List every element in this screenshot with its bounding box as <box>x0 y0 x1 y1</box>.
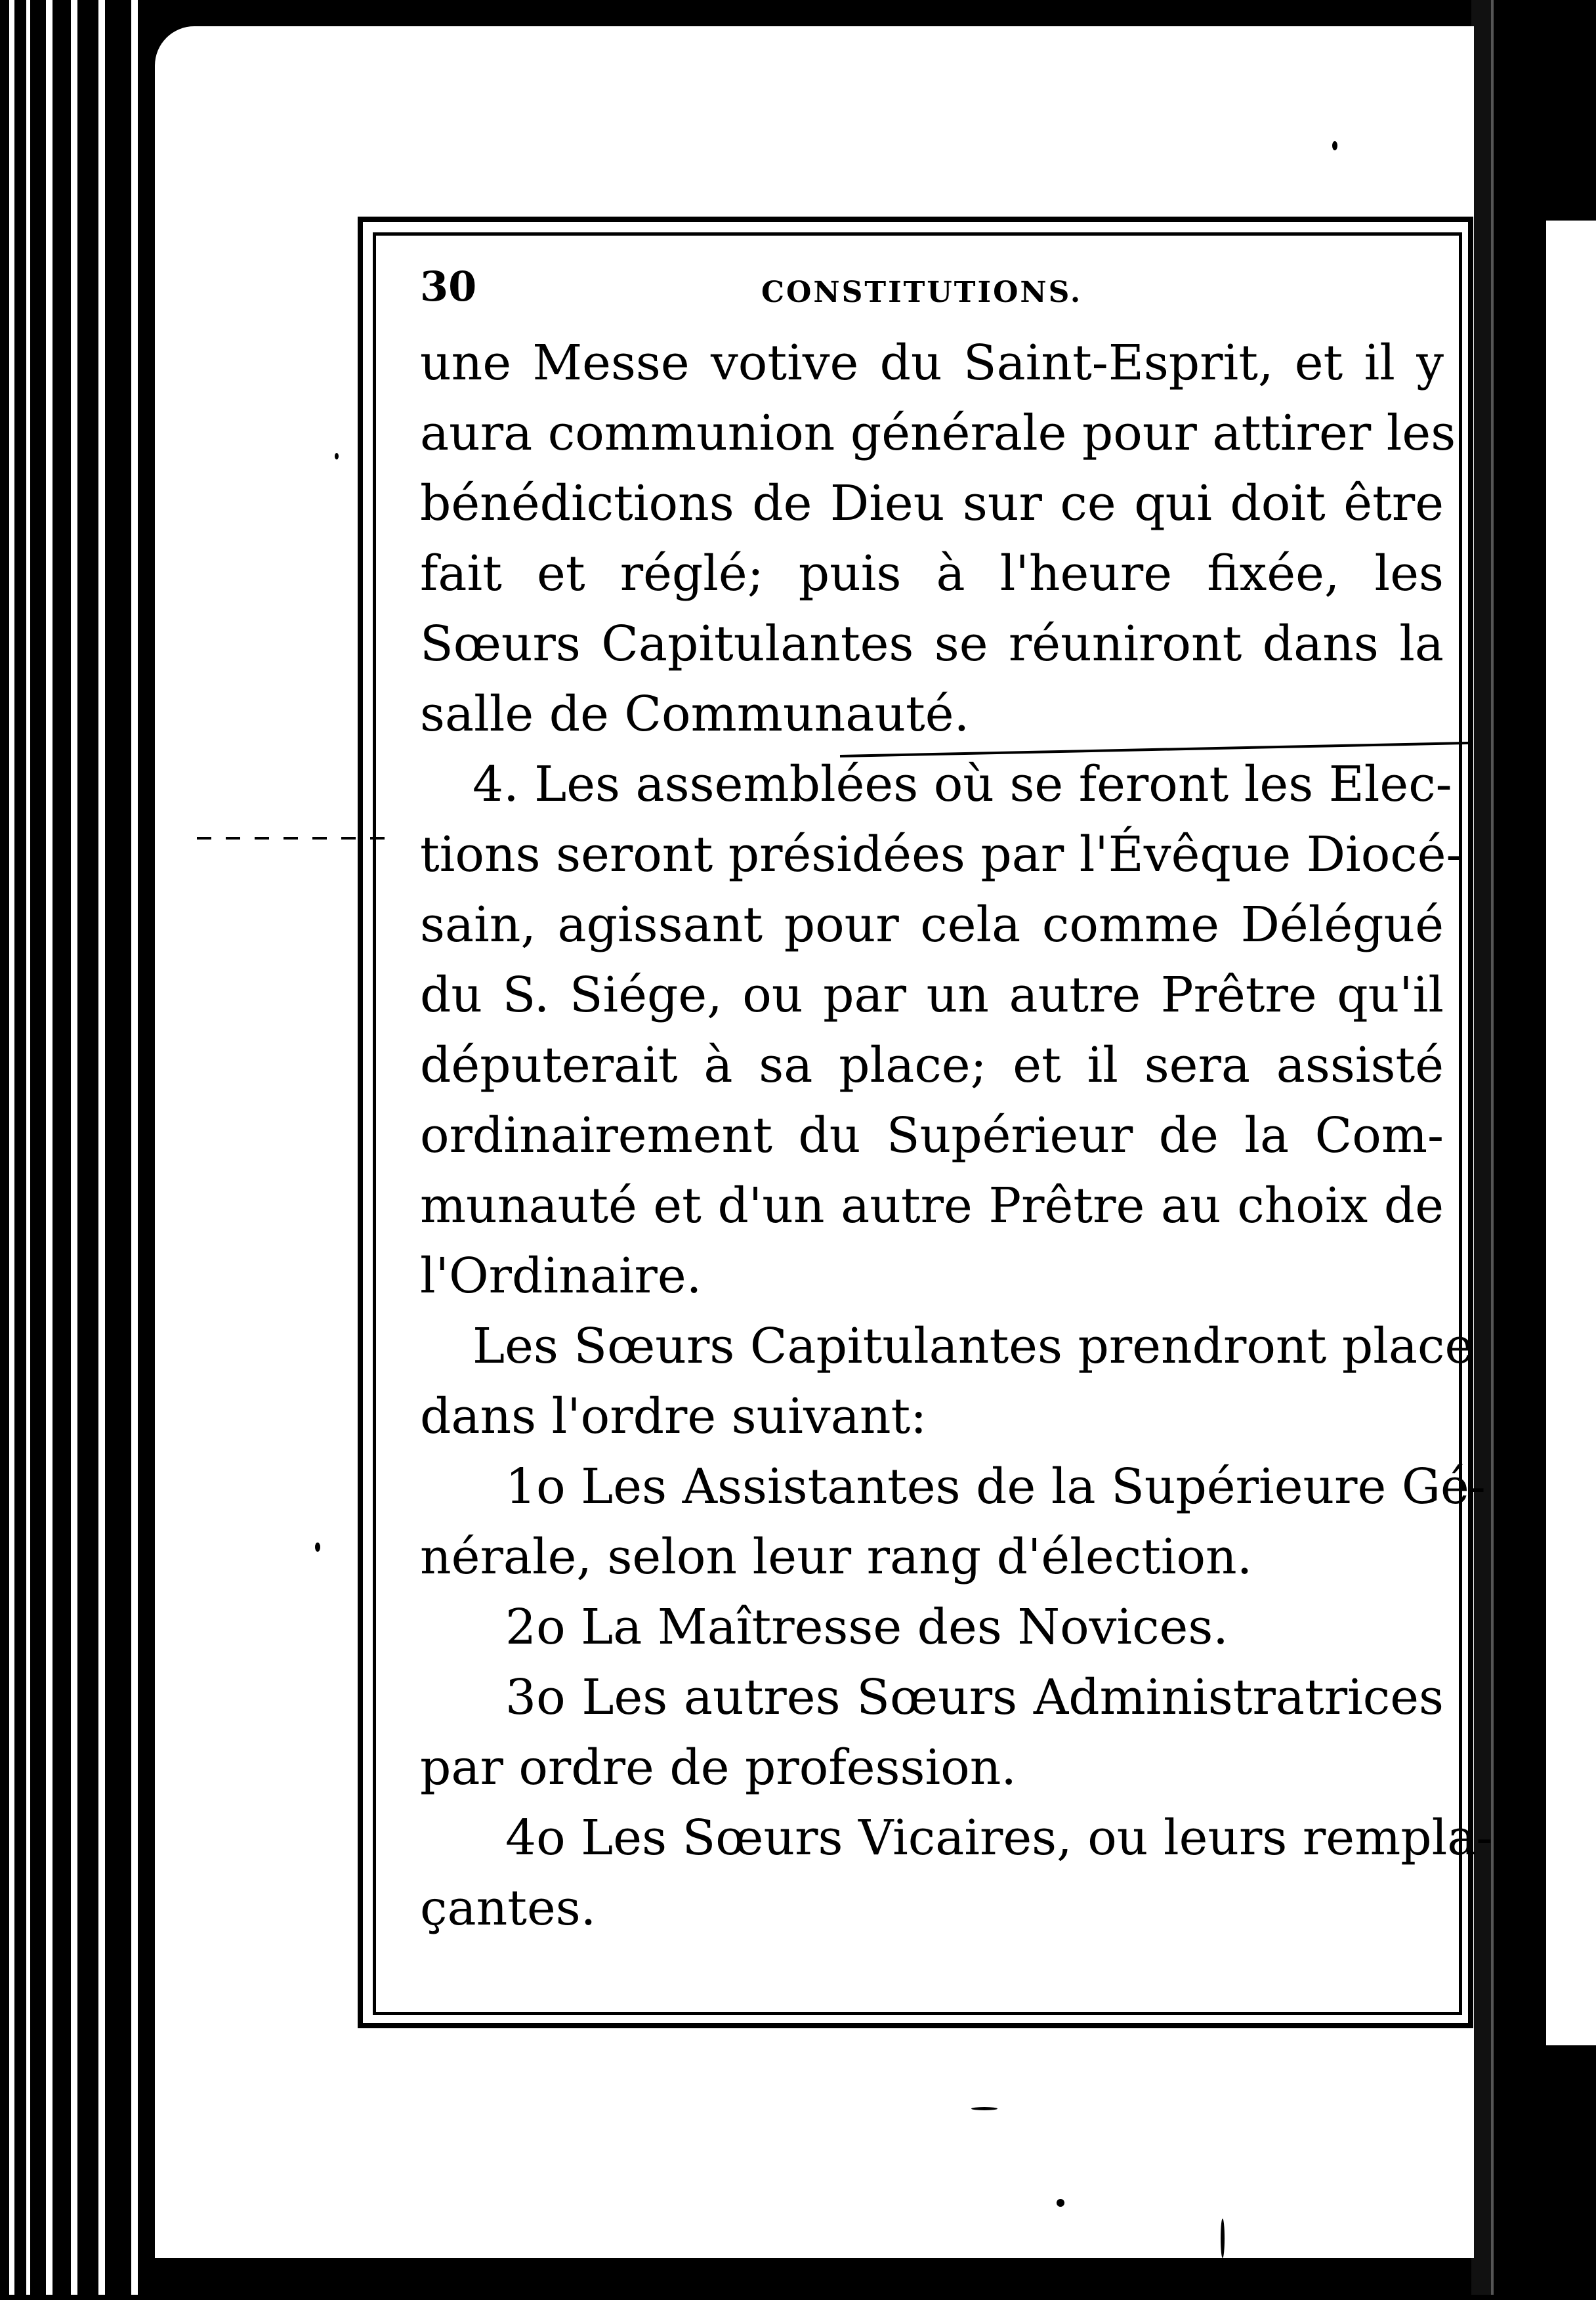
page-content <box>420 256 1493 1944</box>
text-line: tions seront présidées par l'Évêque Diocé- <box>420 826 1463 883</box>
margin-dash-marks <box>197 837 387 840</box>
scan-speck <box>1221 2219 1225 2258</box>
text-line: députerait à sa place; et il sera assisté <box>420 1037 1444 1094</box>
scan-speck <box>971 2107 998 2110</box>
text-line: 2o La Maîtresse des Novices. <box>505 1599 1228 1655</box>
scan-speck <box>335 453 339 459</box>
text-line: l'Ordinaire. <box>420 1248 702 1304</box>
text-line: nérale, selon leur rang d'élection. <box>420 1529 1253 1585</box>
body-text <box>420 328 1493 1944</box>
text-line: bénédictions de Dieu sur ce qui doit être <box>420 475 1444 532</box>
text-line: fait et réglé; puis à l'heure fixée, les <box>420 545 1444 602</box>
text-line: munauté et d'un autre Prêtre au choix de <box>420 1178 1444 1234</box>
text-line: çantes. <box>420 1880 597 1936</box>
running-head <box>420 256 1444 328</box>
text-line: par ordre de profession. <box>420 1739 1017 1796</box>
page-number: 30 <box>420 263 477 310</box>
book-spine-edges <box>0 0 164 2295</box>
text-line: aura communion générale pour attirer les <box>420 405 1456 461</box>
scan-speck <box>459 2297 479 2300</box>
text-line: salle de Communauté. <box>420 686 970 742</box>
scan-speck <box>1332 141 1337 150</box>
text-line: Sœurs Capitulantes se réuniront dans la <box>420 616 1444 672</box>
text-line: du S. Siége, ou par un autre Prêtre qu'il <box>420 967 1444 1023</box>
text-line: une Messe votive du Saint-Esprit, et il y <box>420 335 1444 391</box>
text-line: 1o Les Assistantes de la Supérieure Gé- <box>505 1459 1486 1515</box>
text-line: 4o Les Sœurs Vicaires, ou leurs rempla- <box>505 1810 1493 1866</box>
text-line: ordinairement du Supérieur de la Com- <box>420 1107 1444 1164</box>
text-line: dans l'ordre suivant: <box>420 1388 927 1445</box>
text-line: Les Sœurs Capitulantes prendront place <box>472 1318 1474 1374</box>
scan-speck <box>1057 2199 1064 2207</box>
text-line: sain, agissant pour cela comme Délégué <box>420 897 1444 953</box>
scan-speck <box>315 1543 320 1552</box>
facing-page-sliver <box>1542 217 1596 2045</box>
running-title: CONSTITUTIONS. <box>761 276 1083 309</box>
scan-speck <box>597 2258 613 2261</box>
text-line: 4. Les assemblées où se feront les Elec- <box>472 756 1452 813</box>
text-line: 3o Les autres Sœurs Administratrices <box>505 1669 1444 1726</box>
